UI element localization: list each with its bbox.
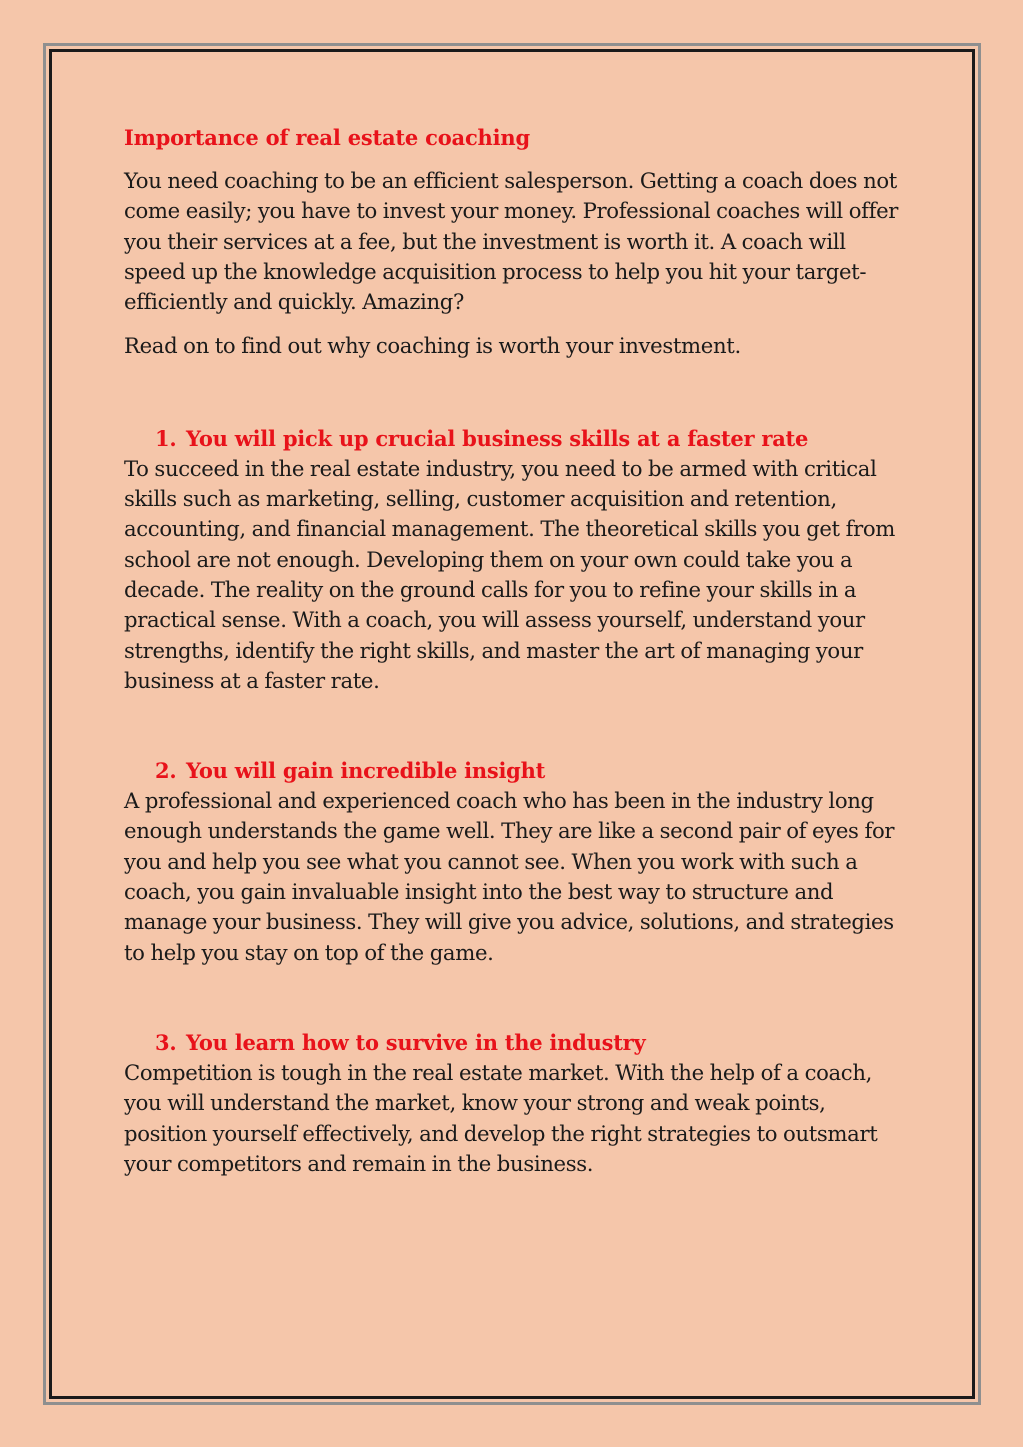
section-body-1: To succeed in the real estate industry, you need to be armed with critical skills such as marketing, selling, customer acquisition and retention, accounting, and financial management. The theoretical skills you get from school are not enough. Developing them on your own could take you a decade. The reality on the ground calls for you to refine your skills in a practical sense. With a coach, you will assess yourself, understand your strengths, identify the right skills, and master the art of managing your business at a faster rate. bbox=[124, 455, 895, 693]
section-number: 2. bbox=[155, 758, 177, 784]
section-heading-2 bbox=[124, 756, 909, 786]
document-body bbox=[124, 122, 909, 1179]
section-body-3: Competition is tough in the real estate market. With the help of a coach, you will understand the market, know your strong and weak points, position yourself effectively, and develop the right strategies to outsmart your competitors and remain in the business. bbox=[124, 1059, 878, 1176]
intro-paragraph-1: You need coaching to be an efficient salesperson. Getting a coach does not come easily; you have to invest your money. Professional coaches will offer you their services at a fee, but the investment is worth it. A coach will speed up the knowledge acquisition process to help you hit your target- efficiently and quickly. Amazing? bbox=[124, 168, 899, 315]
section-heading-text: You will pick up crucial business skills at a faster rate bbox=[186, 425, 809, 451]
section-heading-1 bbox=[124, 424, 909, 454]
section-heading-text: You learn how to survive in the industry bbox=[186, 1029, 646, 1055]
section-heading-text: You will gain incredible insight bbox=[186, 758, 546, 784]
intro-paragraph-2: Read on to find out why coaching is worth your investment. bbox=[124, 333, 741, 359]
document-title: Importance of real estate coaching bbox=[124, 125, 530, 150]
section-number: 1. bbox=[155, 425, 177, 451]
section-number: 3. bbox=[155, 1029, 177, 1055]
section-heading-3 bbox=[124, 1028, 909, 1058]
section-body-2: A professional and experienced coach who has been in the industry long enough understands the game well. They are like a second pair of eyes for you and help you see what you cannot see. When you work with such a coach, you gain invaluable insight into the best way to structure and manage your business. They will give you advice, solutions, and strategies to help you stay on top of the game. bbox=[124, 788, 895, 965]
